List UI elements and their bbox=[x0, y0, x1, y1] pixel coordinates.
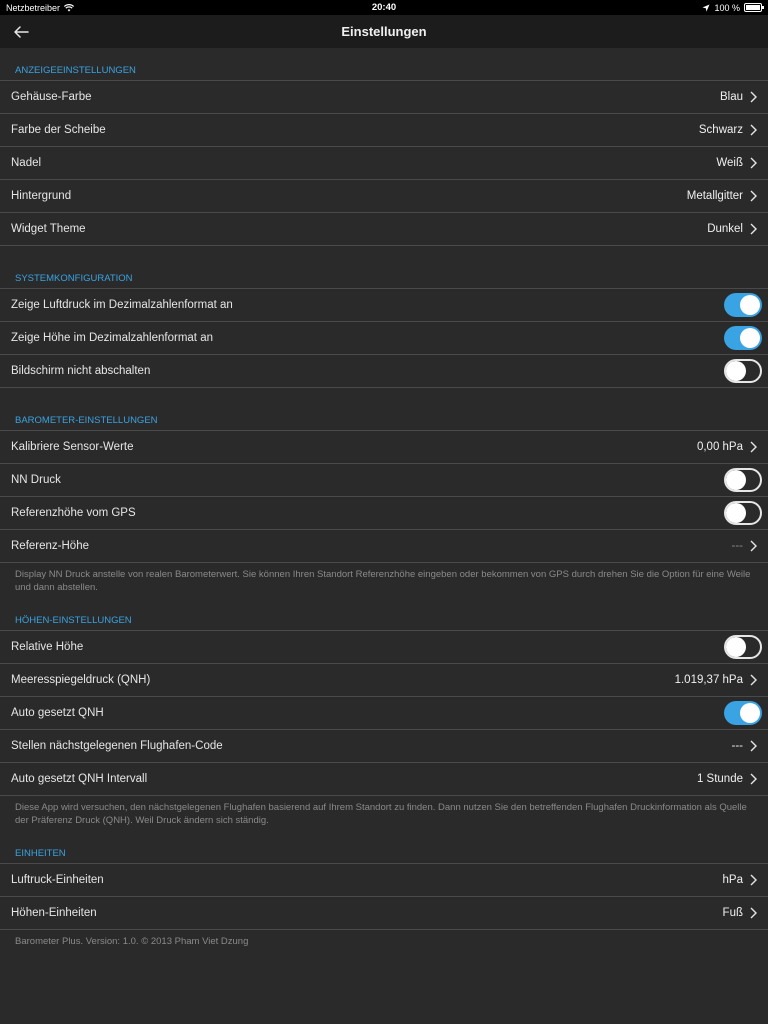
display-settings-group bbox=[0, 80, 768, 246]
row-label: Referenz-Höhe bbox=[11, 540, 89, 552]
pressure-decimal-toggle[interactable] bbox=[724, 293, 762, 317]
toggle-knob bbox=[726, 470, 746, 490]
toggle-knob bbox=[740, 295, 760, 315]
battery-icon bbox=[744, 3, 762, 12]
row-value: --- bbox=[731, 540, 743, 552]
altitude-decimal-toggle[interactable] bbox=[724, 326, 762, 350]
row-value: 1.019,37 hPa bbox=[674, 674, 743, 686]
sea-level-pressure-toggle[interactable] bbox=[724, 468, 762, 492]
row-label: Referenzhöhe vom GPS bbox=[11, 507, 136, 519]
row-value: hPa bbox=[722, 874, 743, 886]
relative-altitude-toggle[interactable] bbox=[724, 635, 762, 659]
row-label: Höhen-Einheiten bbox=[11, 907, 97, 919]
toggle-knob bbox=[740, 703, 760, 723]
section-header-barometer: BAROMETER-EINSTELLUNGEN bbox=[15, 415, 158, 426]
chevron-right-icon bbox=[749, 674, 757, 686]
page-title: Einstellungen bbox=[341, 24, 427, 39]
row-label: Kalibriere Sensor-Werte bbox=[11, 441, 134, 453]
row-relative-altitude bbox=[0, 631, 768, 664]
carrier-label: Netzbetreiber bbox=[6, 2, 61, 13]
row-value: Dunkel bbox=[707, 223, 743, 235]
toggle-knob bbox=[740, 328, 760, 348]
location-icon bbox=[702, 4, 710, 12]
keep-screen-on-toggle[interactable] bbox=[724, 359, 762, 383]
row-value: 0,00 hPa bbox=[696, 441, 743, 453]
row-label: NN Druck bbox=[11, 474, 61, 486]
chevron-right-icon bbox=[749, 441, 757, 453]
row-label: Meeresspiegeldruck (QNH) bbox=[11, 674, 151, 686]
altitude-settings-group bbox=[0, 630, 768, 796]
section-header-system: SYSTEMKONFIGURATION bbox=[15, 273, 133, 284]
chevron-right-icon bbox=[749, 874, 757, 886]
row-calibrate-sensor[interactable] bbox=[0, 431, 768, 464]
system-settings-group bbox=[0, 288, 768, 388]
row-pressure-units[interactable] bbox=[0, 864, 768, 897]
section-header-display: ANZEIGEEINSTELLUNGEN bbox=[15, 65, 136, 76]
battery-percent: 100 % bbox=[714, 2, 740, 13]
row-sea-level-pressure bbox=[0, 464, 768, 497]
row-value: --- bbox=[731, 740, 743, 752]
row-label: Stellen nächstgelegenen Flughafen-Code bbox=[11, 740, 223, 752]
row-keep-screen-on bbox=[0, 355, 768, 388]
row-label: Auto gesetzt QNH bbox=[11, 707, 104, 719]
toggle-knob bbox=[726, 503, 746, 523]
row-label: Zeige Höhe im Dezimalzahlenformat an bbox=[11, 332, 213, 344]
row-label: Bildschirm nicht abschalten bbox=[11, 365, 151, 377]
chevron-right-icon bbox=[749, 91, 757, 103]
row-qnh[interactable] bbox=[0, 664, 768, 697]
units-settings-group bbox=[0, 863, 768, 930]
navigation-bar bbox=[0, 15, 768, 48]
row-gps-reference-altitude bbox=[0, 497, 768, 530]
version-footer: Barometer Plus. Version: 1.0. © 2013 Pham Viet Dzung bbox=[15, 936, 249, 947]
gps-reference-toggle[interactable] bbox=[724, 501, 762, 525]
chevron-right-icon bbox=[749, 907, 757, 919]
chevron-right-icon bbox=[749, 190, 757, 202]
row-value: Blau bbox=[719, 91, 743, 103]
row-label: Relative Höhe bbox=[11, 641, 84, 653]
status-bar bbox=[0, 0, 768, 15]
toggle-knob bbox=[726, 361, 746, 381]
row-value: Fuß bbox=[722, 907, 743, 919]
row-altitude-decimal bbox=[0, 322, 768, 355]
row-label: Widget Theme bbox=[11, 223, 86, 235]
row-widget-theme[interactable] bbox=[0, 213, 768, 246]
row-label: Auto gesetzt QNH Intervall bbox=[11, 773, 148, 785]
barometer-footer-note: Display NN Druck anstelle von realen Barometerwert. Sie können Ihren Standort Referenzhöhe eingeben oder bekommen von GPS durch drehen Sie die Option für eine Weile und dann abstellen. bbox=[15, 569, 751, 593]
row-value: Metallgitter bbox=[686, 190, 743, 202]
row-airport-code[interactable] bbox=[0, 730, 768, 763]
row-value: 1 Stunde bbox=[696, 773, 743, 785]
row-label: Nadel bbox=[11, 157, 42, 169]
row-label: Zeige Luftdruck im Dezimalzahlenformat an bbox=[11, 299, 233, 311]
row-background[interactable] bbox=[0, 180, 768, 213]
row-label: Farbe der Scheibe bbox=[11, 124, 106, 136]
back-arrow-icon[interactable] bbox=[12, 23, 30, 41]
row-pressure-decimal bbox=[0, 289, 768, 322]
row-label: Luftruck-Einheiten bbox=[11, 874, 104, 886]
toggle-knob bbox=[726, 637, 746, 657]
row-label: Hintergrund bbox=[11, 190, 72, 202]
row-label: Gehäuse-Farbe bbox=[11, 91, 92, 103]
section-header-altitude: HÖHEN-EINSTELLUNGEN bbox=[15, 615, 132, 626]
row-value: Weiß bbox=[716, 157, 743, 169]
row-housing-color[interactable] bbox=[0, 81, 768, 114]
section-header-units: EINHEITEN bbox=[15, 848, 66, 859]
row-value: Schwarz bbox=[698, 124, 743, 136]
status-time: 20:40 bbox=[371, 2, 397, 13]
chevron-right-icon bbox=[749, 157, 757, 169]
altitude-footer-note: Diese App wird versuchen, den nächstgelegenen Flughafen basierend auf Ihrem Standort zu finden. Dann nutzen Sie den betreffenden Flughafen Druckinformation als Quelle der Präferenz Druck (QNH). Weil Druck ändern sich ständig. bbox=[15, 802, 747, 826]
row-needle[interactable] bbox=[0, 147, 768, 180]
chevron-right-icon bbox=[749, 740, 757, 752]
barometer-settings-group bbox=[0, 430, 768, 563]
chevron-right-icon bbox=[749, 124, 757, 136]
row-auto-qnh bbox=[0, 697, 768, 730]
row-reference-altitude[interactable] bbox=[0, 530, 768, 563]
chevron-right-icon bbox=[749, 540, 757, 552]
chevron-right-icon bbox=[749, 773, 757, 785]
row-dial-color[interactable] bbox=[0, 114, 768, 147]
auto-qnh-toggle[interactable] bbox=[724, 701, 762, 725]
row-auto-qnh-interval[interactable] bbox=[0, 763, 768, 796]
chevron-right-icon bbox=[749, 223, 757, 235]
row-altitude-units[interactable] bbox=[0, 897, 768, 930]
